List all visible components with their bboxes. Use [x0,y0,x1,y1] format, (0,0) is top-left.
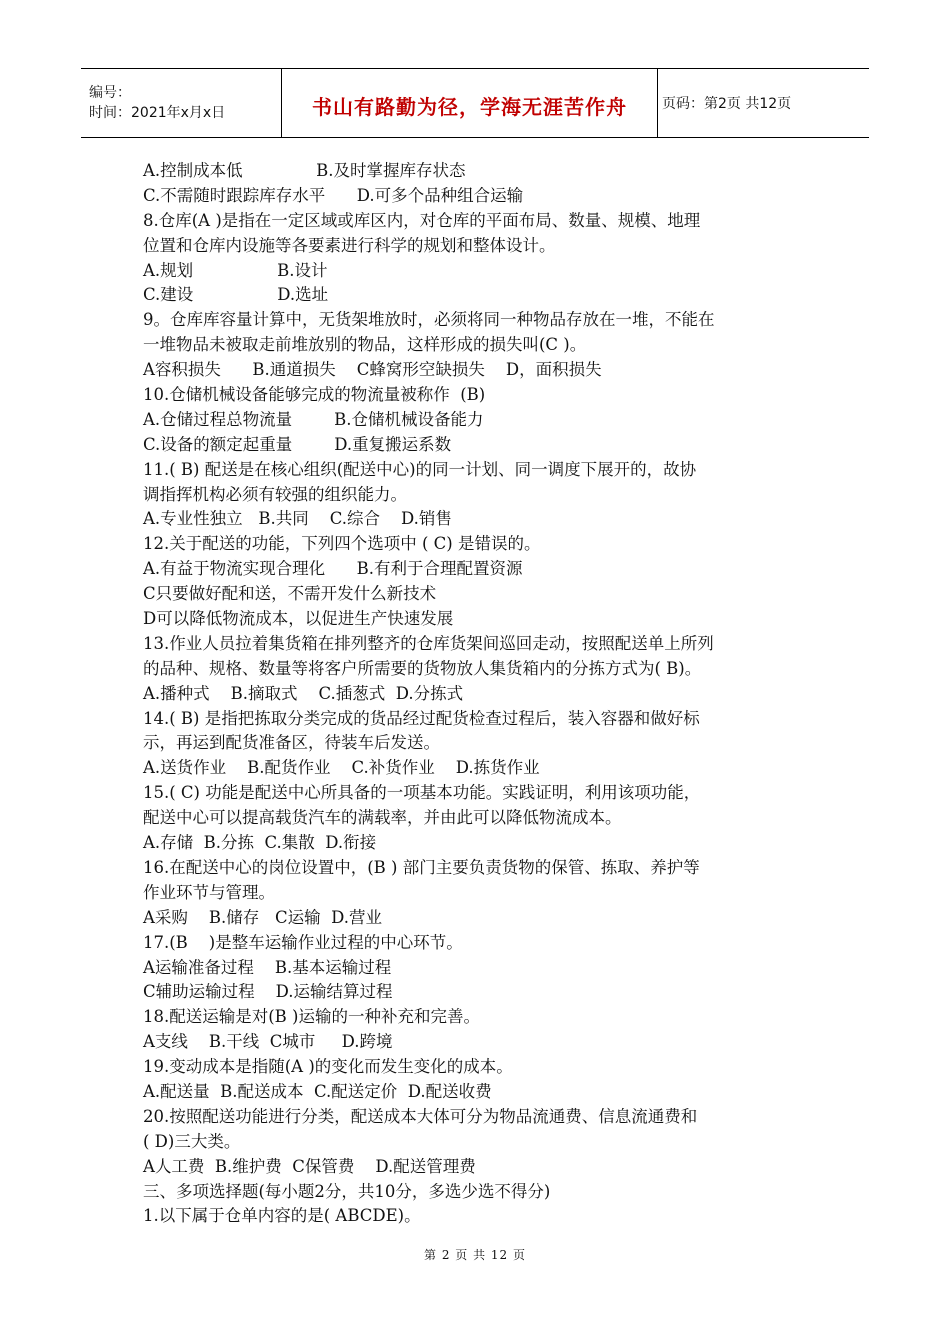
text-line: A.规划 B.设计 [143,260,328,280]
text-line: A.有益于物流实现合理化 B.有利于合理配置资源 [143,559,523,579]
text-line: 三、多项选择题(每小题2分，共10分，多选少选不得分) [143,1181,551,1201]
text-line: 的品种、规格、数量等将客户所需要的货物放人集货箱内的分拣方式为( B)。 [143,658,702,678]
text-line: C辅助运输过程 D.运输结算过程 [143,982,393,1002]
document-header [81,68,869,138]
text-line: 一堆物品未被取走前堆放别的物品，这样形成的损失叫(C )。 [143,335,587,355]
text-line: A.控制成本低 B.及时掌握库存状态 [143,161,466,180]
text-line: C.不需随时跟踪库存水平 D.可多个品种组合运输 [143,185,524,205]
text-line: 1.以下属于仓单内容的是( ABCDE)。 [143,1206,421,1226]
text-line: A.仓储过程总物流量 B.仓储机械设备能力 [143,409,484,429]
text-line: A运输准备过程 B.基本运输过程 [143,957,392,977]
doc-number-label: 编号： [89,85,131,101]
text-line: A.播种式 B.摘取式 C.插葱式 D.分拣式 [143,683,464,703]
text-line: 14.( B) 是指把拣取分类完成的货品经过配货检查过程后，装入容器和做好标 [143,708,700,728]
header-meta [81,69,282,137]
text-line: 18.配送运输是对(B )运输的一种补充和完善。 [143,1007,480,1027]
text-line: A.送货作业 B.配货作业 C.补货作业 D.拣货作业 [143,758,540,778]
text-line: 调指挥机构必须有较强的组织能力。 [143,484,407,504]
text-line: 示，再运到配货准备区，待装车后发送。 [143,733,440,753]
text-line: 位置和仓库内设施等各要素进行科学的规划和整体设计。 [143,235,556,255]
text-line: 10.仓储机械设备能够完成的物流量被称作 (B) [143,385,486,405]
text-line: C.建设 D.选址 [143,285,329,305]
text-line: 作业环节与管理。 [143,882,275,902]
header-page-cell [658,69,869,137]
text-line: A支线 B.干线 C城市 D.跨境 [143,1032,393,1052]
text-line: 20.按照配送功能进行分类，配送成本大体可分为物品流通费、信息流通费和 [143,1106,698,1126]
page-footer: 第 2 页 共 12 页 [424,1248,526,1262]
text-line: 16.在配送中心的岗位设置中，(B ) 部门主要负责货物的保管、拣取、养护等 [143,857,700,877]
text-line: C.设备的额定起重量 D.重复搬运系数 [143,434,452,454]
text-line: A.配送量 B.配送成本 C.配送定价 D.配送收费 [143,1081,492,1101]
header-motto-cell [282,69,658,137]
page-info: 页码：第2页 共12页 [662,96,792,112]
text-line: 9。仓库库容量计算中，无货架堆放时，必须将同一种物品存放在一堆，不能在 [143,310,715,330]
text-line: A采购 B.储存 C运输 D.营业 [143,907,383,927]
document-body [143,159,823,1229]
text-line: 配送中心可以提高载货汽车的满载率，并由此可以降低物流成本。 [143,808,622,828]
text-line: 12.关于配送的功能，下列四个选项中 ( C) 是错误的。 [143,534,541,554]
doc-date: 时间：2021年x月x日 [89,105,226,121]
motto: 书山有路勤为径，学海无涯苦作舟 [312,94,627,119]
text-line: A.专业性独立 B.共同 C.综合 D.销售 [143,509,452,529]
text-line: A人工费 B.维护费 C保管费 D.配送管理费 [143,1156,476,1176]
text-line: 8.仓库(A )是指在一定区域或库区内，对仓库的平面布局、数量、规模、地理 [143,210,701,230]
text-line: A.存储 B.分拣 C.集散 D.衔接 [143,833,377,853]
text-line: 11.( B) 配送是在核心组织(配送中心)的同一计划、同一调度下展开的，故协 [143,459,697,479]
text-line: 13.作业人员拉着集货箱在排列整齐的仓库货架间巡回走动，按照配送单上所列 [143,633,714,653]
text-line: A容积损失 B.通道损失 C蜂窝形空缺损失 D，面积损失 [143,360,602,380]
text-line: D可以降低物流成本，以促进生产快速发展 [143,609,454,629]
text-line: 15.( C) 功能是配送中心所具备的一项基本功能。实践证明，利用该项功能， [143,783,701,803]
text-line: C只要做好配和送，不需开发什么新技术 [143,584,437,604]
text-line: 19.变动成本是指随(A )的变化而发生变化的成本。 [143,1057,513,1077]
text-line: 17.(B )是整车运输作业过程的中心环节。 [143,932,463,952]
text-line: ( D)三大类。 [143,1131,241,1151]
